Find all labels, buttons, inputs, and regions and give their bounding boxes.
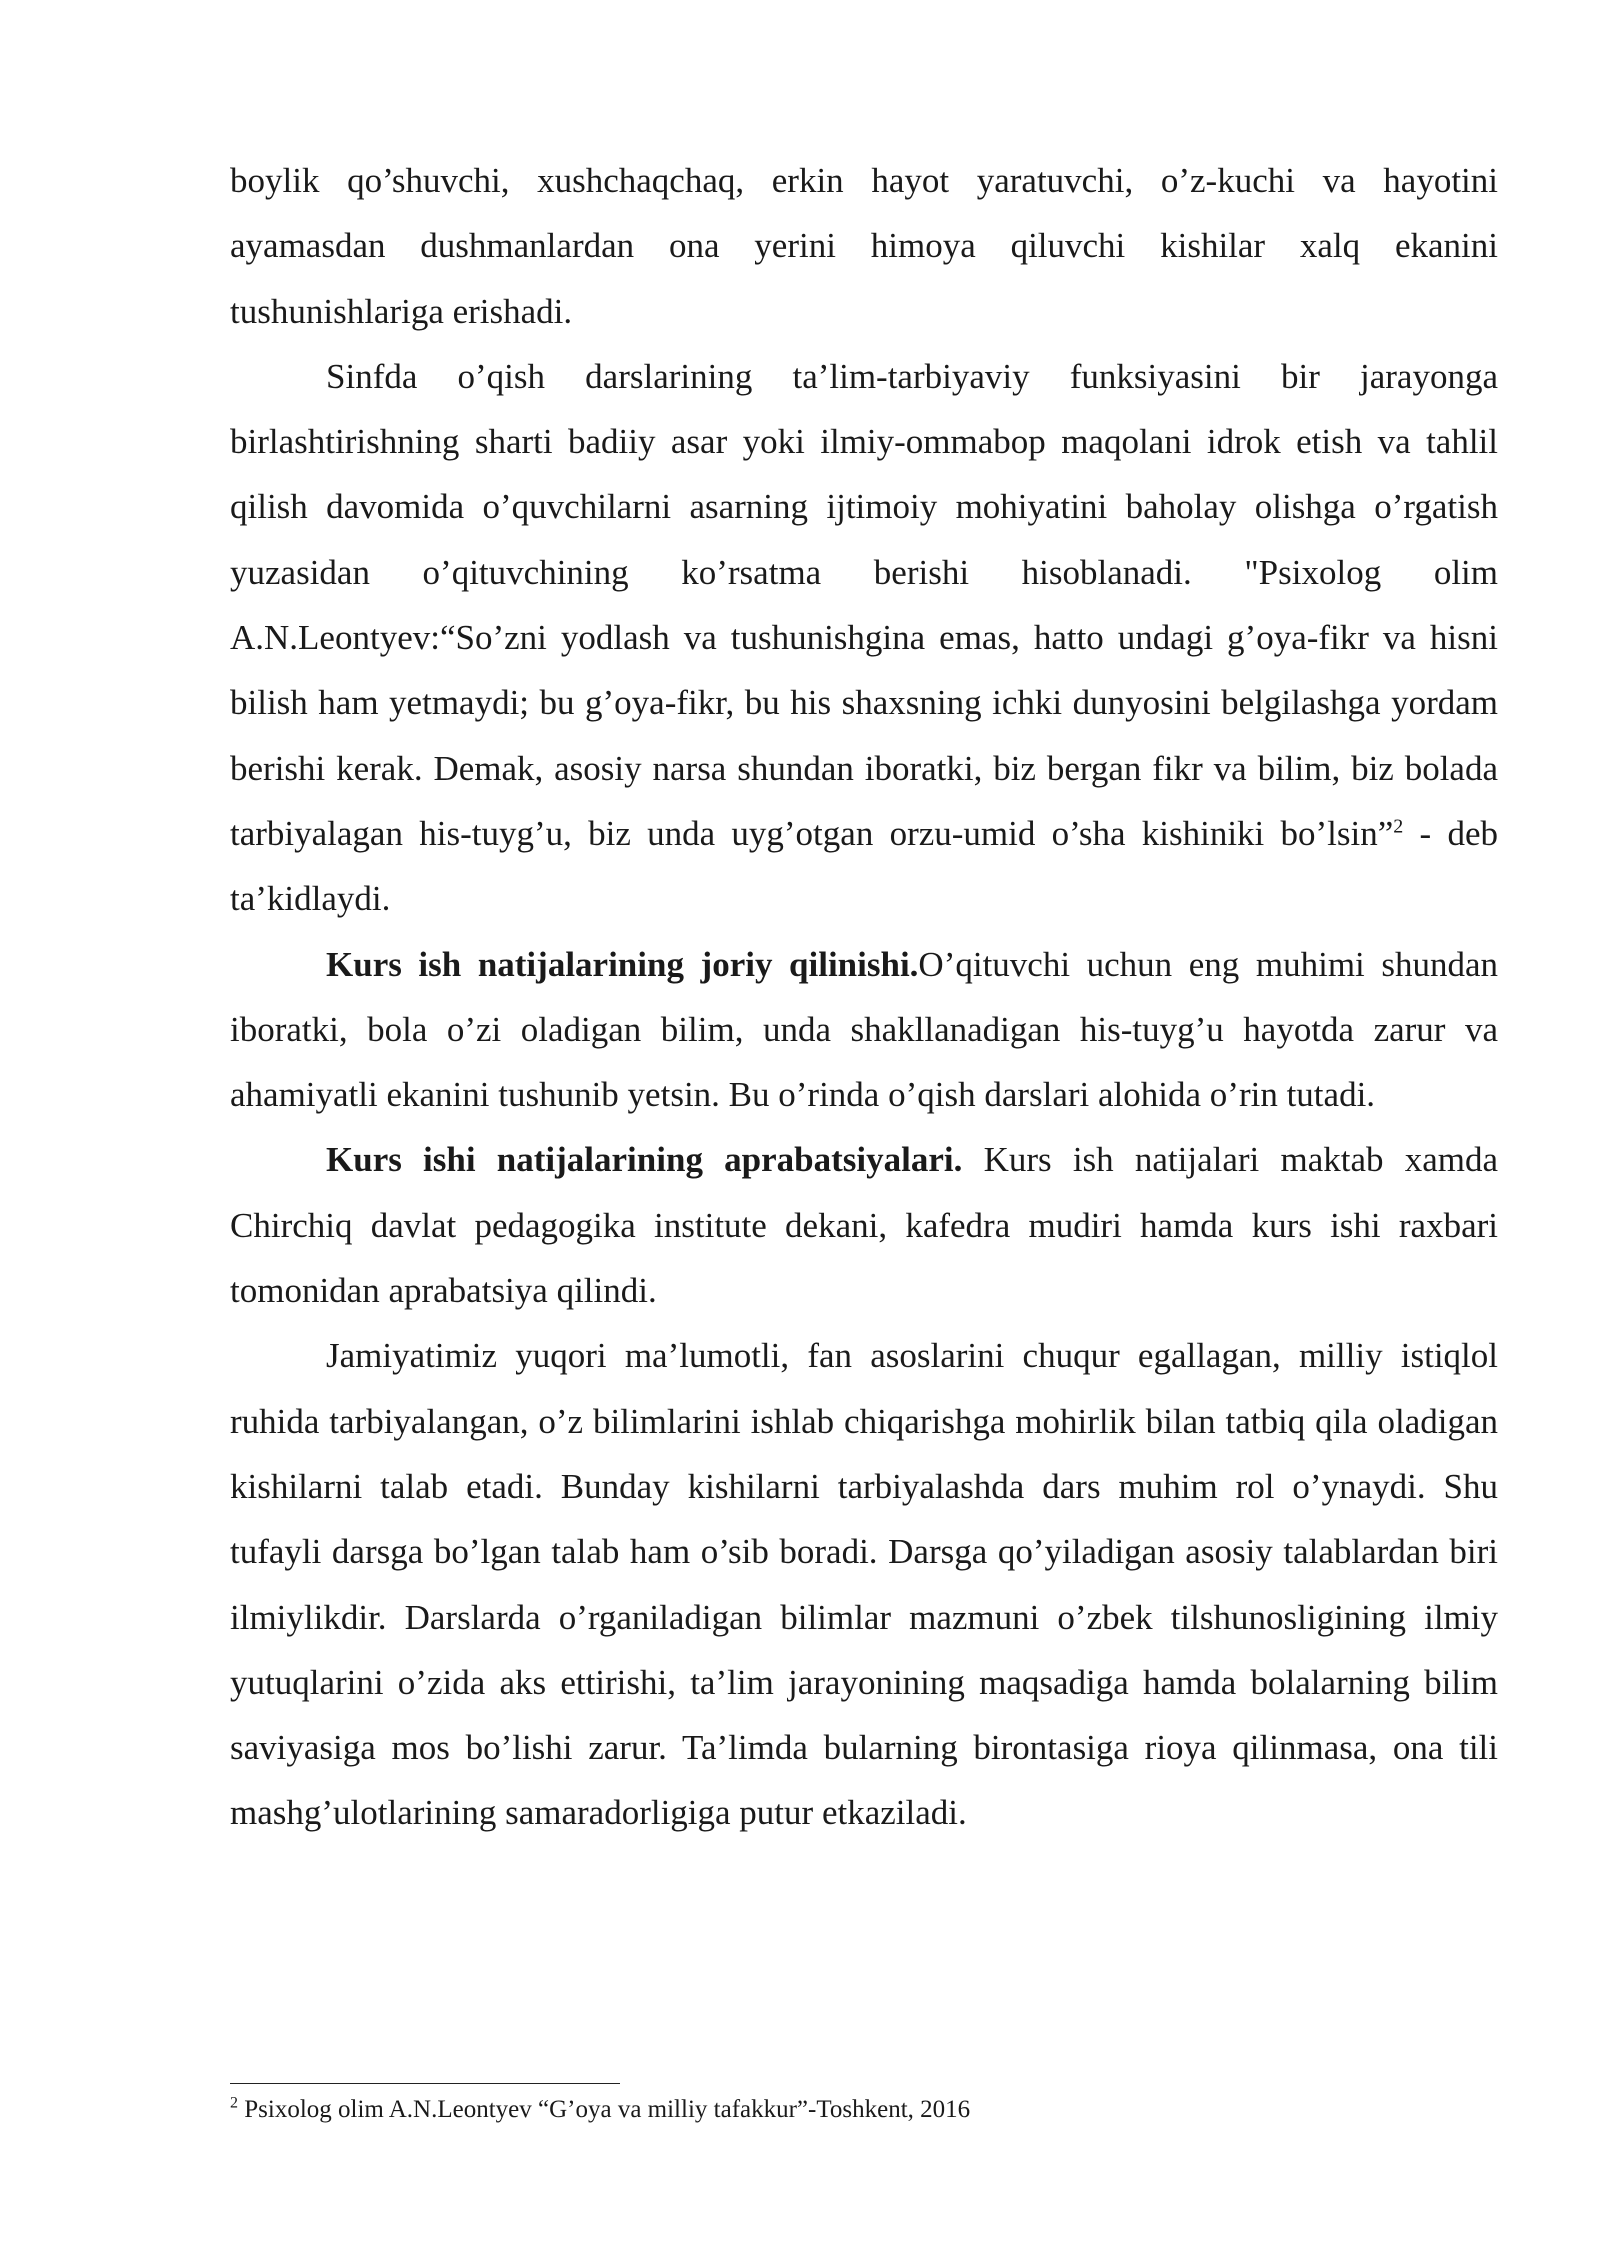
footnote-text: Psixolog olim A.N.Leontyev “G’oya va milliy tafakkur”-Toshkent, 2016 bbox=[238, 2096, 971, 2123]
paragraph-2-text: Sinfda o’qish darslarining ta’lim-tarbiyaviy funksiyasini bir jarayonga birlashtirishning sharti badiiy asar yoki ilmiy-ommabop maqolani idrok etish va tahlil qilish davomida o’quvchilarni asarning ijtimoiy mohiyatini baholay olishga o’rgatish yuzasidan o’qituvchining ko’rsatma berishi hisoblanadi. "Psixolog olim A.N.Leontyev:“So’zni yodlash va tushunishgina emas, hatto undagi g’oya-fikr va hisni bilish ham yetmaydi; bu g’oya-fikr, bu his shaxsning ichki dunyosini belgilashga yordam berishi kerak. Demak, asosiy narsa shundan iboratki, biz bergan fikr va bilim, biz bolada tarbiyalagan his-tuyg’u, biz unda uyg’otgan orzu-umid o’sha kishiniki bo’lsin” bbox=[230, 356, 1498, 853]
footnote-reference[interactable]: 2 bbox=[1393, 815, 1404, 838]
document-body bbox=[230, 148, 1498, 1846]
footnote-mark: 2 bbox=[230, 2094, 238, 2112]
section-heading-approbation: Kurs ishi natijalarining aprabatsiyalari. bbox=[326, 1140, 963, 1180]
paragraph-3-text: O’qituvchi uchun eng muhimi shundan iboratki, bola o’zi oladigan bilim, unda shakllanadigan his-tuyg’u hayotda zarur va ahamiyatli ekanini tushunib yetsin. Bu o’rinda o’qish darslari alohida o’rin tutadi. bbox=[230, 944, 1499, 1115]
footnote-separator bbox=[230, 2083, 620, 2084]
paragraph-4 bbox=[230, 1127, 1498, 1323]
paragraph-5-text: Jamiyatimiz yuqori ma’lumotli, fan asoslarini chuqur egallagan, milliy istiqlol ruhida tarbiyalangan, o’z bilimlarini ishlab chiqarishga mohirlik bilan tatbiq qila oladigan kishilarni talab etadi. Bunday kishilarni tarbiyalashda dars muhim rol o’ynaydi. Shu tufayli darsga bo’lgan talab ham o’sib boradi. Darsga qo’yiladigan asosiy talablardan biri ilmiylikdir. Darslarda o’rganiladigan bilimlar mazmuni o’zbek tilshunosligining ilmiy yutuqlarini o’zida aks ettirishi, ta’lim jarayonining maqsadiga hamda bolalarning bilim saviyasiga mos bo’lishi zarur. Ta’limda bularning birontasiga rioya qilinmasa, ona tili mashg’ulotlarining samaradorligiga putur etkaziladi. bbox=[230, 1336, 1498, 1833]
section-heading-implementation: Kurs ish natijalarining joriy qilinishi. bbox=[326, 944, 919, 984]
paragraph-2 bbox=[230, 344, 1498, 932]
paragraph-1 bbox=[230, 148, 1498, 344]
paragraph-3 bbox=[230, 932, 1498, 1128]
footnote bbox=[230, 2090, 1498, 2130]
paragraph-2-text-end: - deb ta’kidlaydi. bbox=[230, 813, 1498, 919]
paragraph-4-text: Kurs ish natijalari maktab xamda Chirchiq davlat pedagogika institute dekani, kafedra mudiri hamda kurs ishi raxbari tomonidan aprabatsiya qilindi. bbox=[230, 1140, 1499, 1311]
paragraph-5 bbox=[230, 1323, 1498, 1845]
paragraph-1-text: boylik qo’shuvchi, xushchaqchaq, erkin hayot yaratuvchi, o’z-kuchi va hayotini ayamasdan dushmanlardan ona yerini himoya qiluvchi kishilar xalq ekanini tushunishlariga erishadi. bbox=[230, 161, 1498, 331]
